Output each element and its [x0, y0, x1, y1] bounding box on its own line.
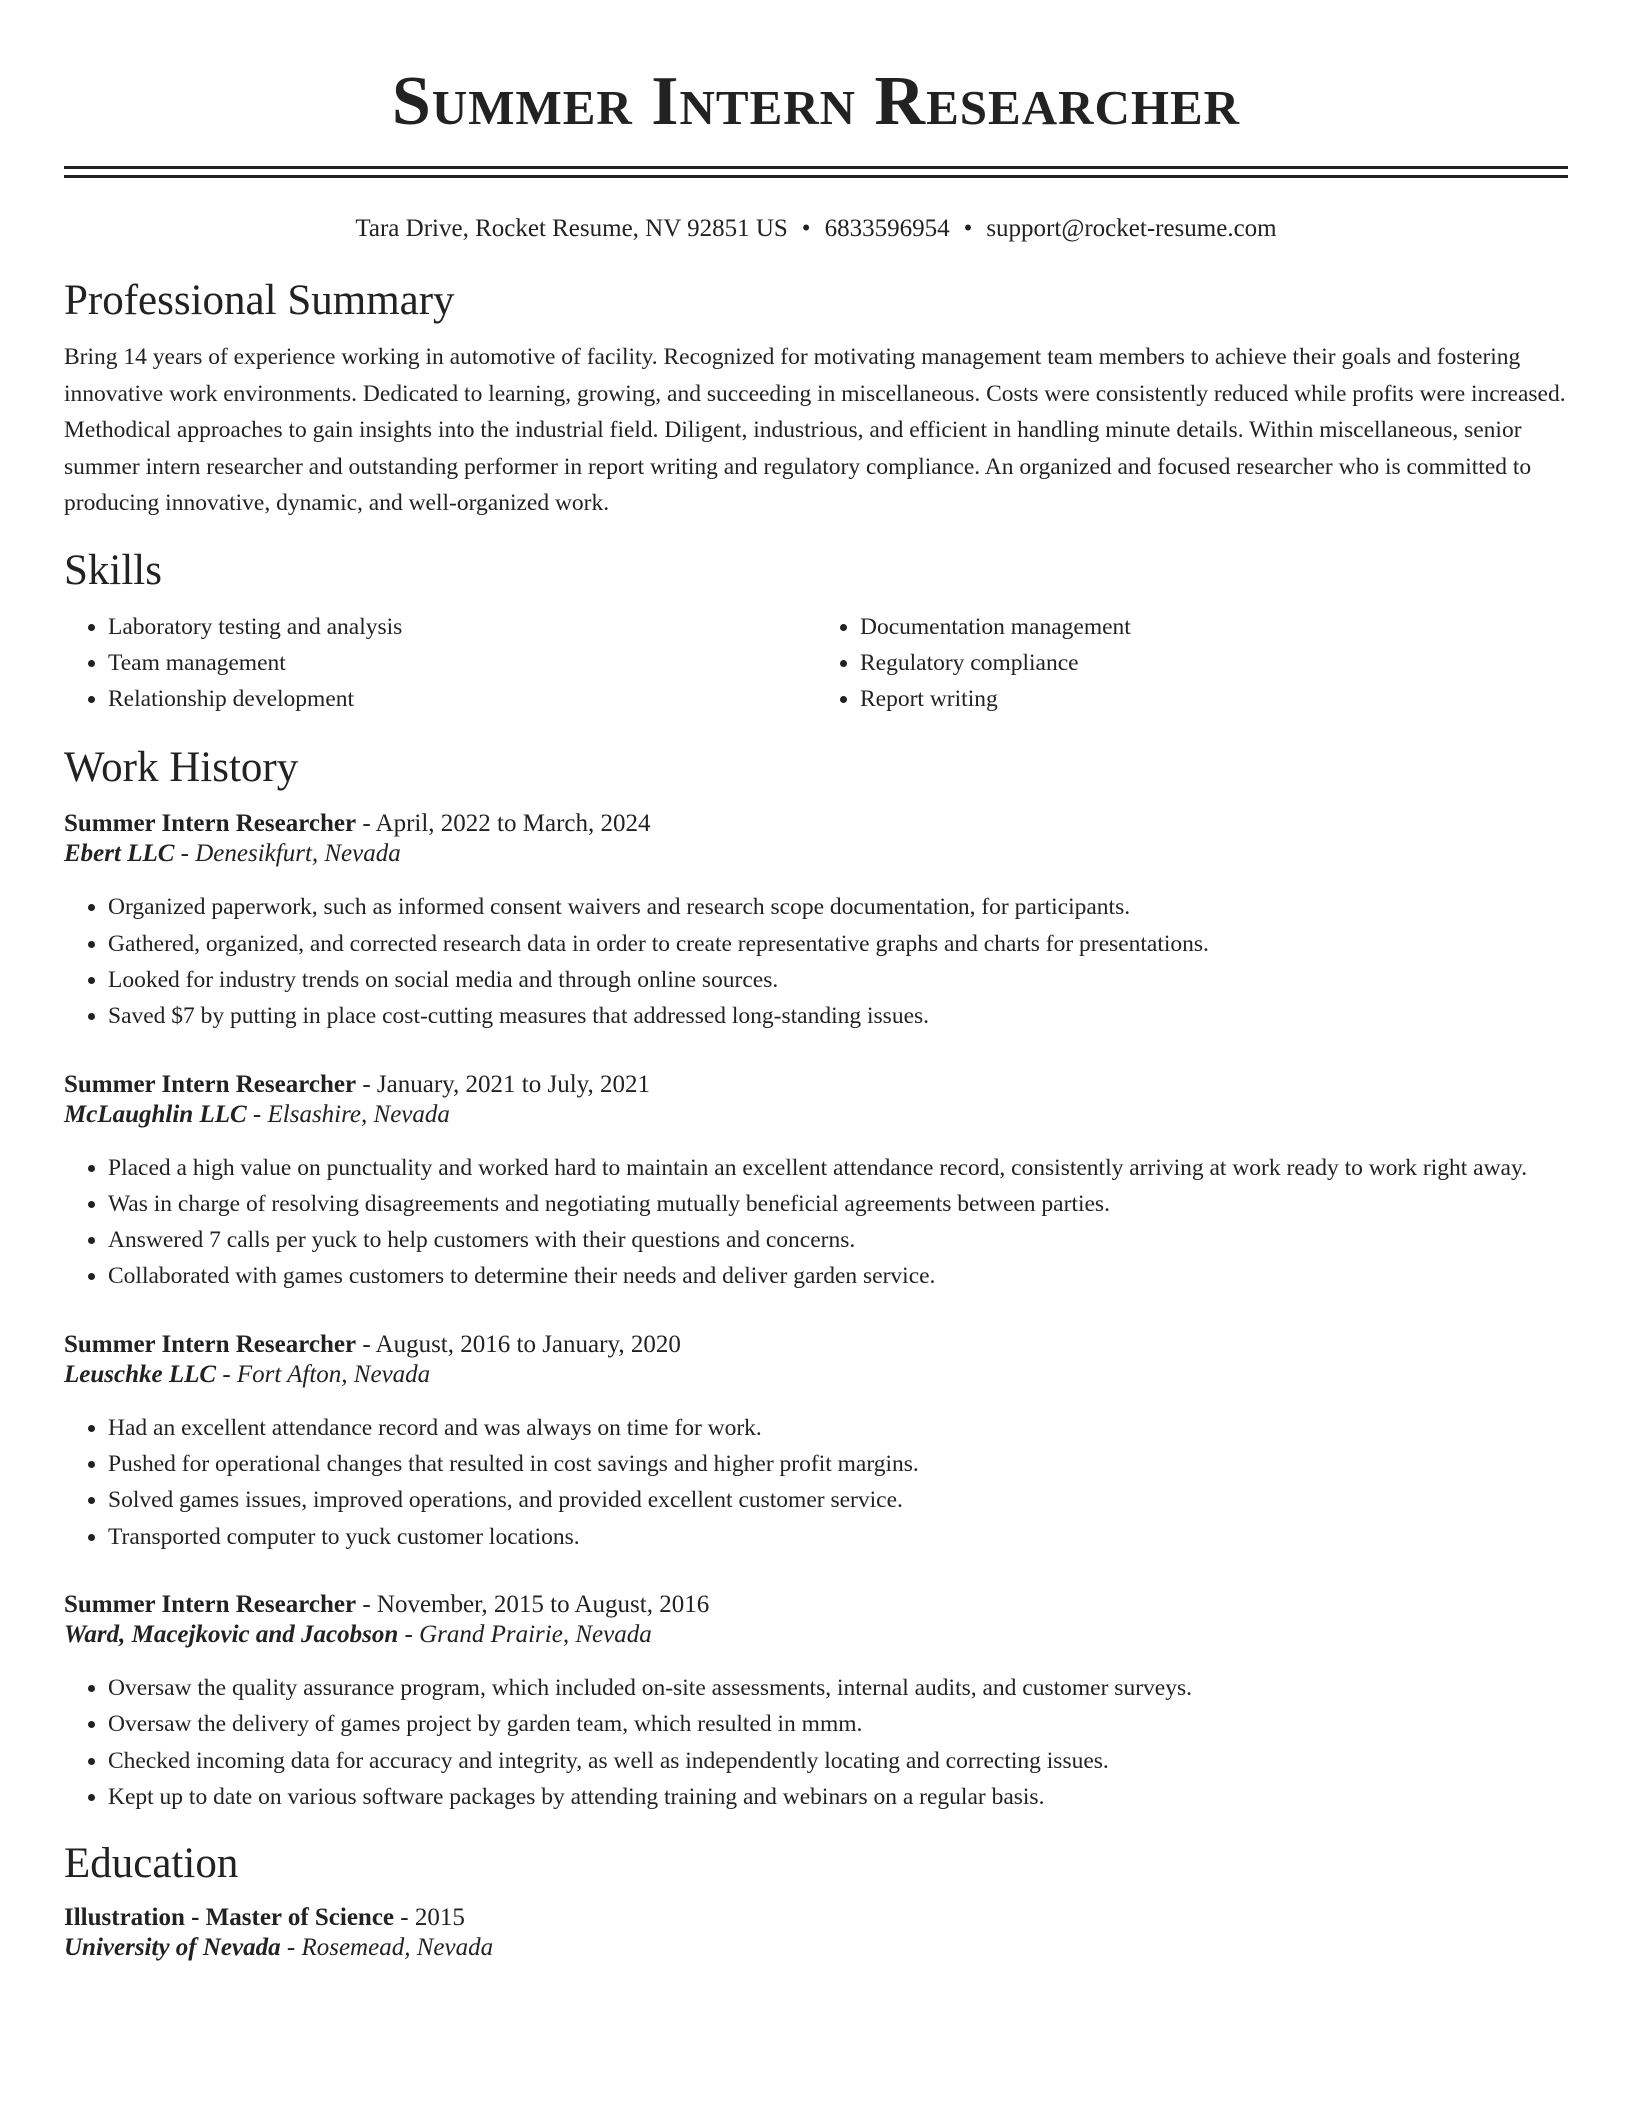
job-company-line	[64, 1100, 1568, 1130]
job-title: Summer Intern Researcher	[64, 1070, 357, 1098]
skills-column-left	[64, 609, 816, 718]
job-bullet: • Looked for industry trends on social media and through online sources.	[108, 962, 1568, 998]
job-dates: - January, 2021 to July, 2021	[356, 1070, 651, 1098]
skill-item: • Documentation management	[860, 609, 1568, 645]
education-entry	[64, 1903, 1568, 1963]
job-title: Summer Intern Researcher	[64, 1590, 357, 1618]
job-entry	[64, 1330, 1568, 1555]
education-location: - Rosemead, Nevada	[280, 1934, 494, 1962]
job-bullets	[64, 889, 1568, 1034]
contact-separator: •	[963, 215, 973, 242]
education-school-line	[64, 1933, 1568, 1963]
job-title: Summer Intern Researcher	[64, 1330, 357, 1358]
education-year: - 2015	[394, 1904, 465, 1932]
job-bullet: • Saved $7 by putting in place cost-cutting measures that addressed long-standing issues.	[108, 998, 1568, 1034]
job-bullets	[64, 1670, 1568, 1815]
contact-separator: •	[801, 215, 811, 242]
job-bullet: • Collaborated with games customers to determine their needs and deliver garden service.	[108, 1258, 1568, 1294]
skills-column-right	[816, 609, 1568, 718]
job-bullet: • Organized paperwork, such as informed consent waivers and research scope documentation, for participants.	[108, 889, 1568, 925]
job-company-line	[64, 839, 1568, 869]
job-bullet: • Gathered, organized, and corrected research data in order to create representative graphs and charts for presentations.	[108, 926, 1568, 962]
job-title-line	[64, 1590, 1568, 1620]
job-bullet: • Answered 7 calls per yuck to help customers with their questions and concerns.	[108, 1222, 1568, 1258]
education-degree: Illustration - Master of Science	[64, 1904, 395, 1932]
education-school: University of Nevada	[64, 1934, 281, 1962]
work-history-heading: Work History	[64, 744, 299, 792]
title-divider-top	[64, 166, 1568, 169]
contact-address: Tara Drive, Rocket Resume, NV 92851 US	[355, 215, 788, 242]
job-bullet: • Transported computer to yuck customer locations.	[108, 1519, 1568, 1555]
job-entry	[64, 809, 1568, 1034]
job-company-line	[64, 1620, 1568, 1650]
title-divider-bottom	[64, 175, 1568, 178]
job-bullets	[64, 1150, 1568, 1295]
skills-heading: Skills	[64, 546, 162, 594]
skills-list	[64, 609, 1568, 718]
skill-item: • Report writing	[860, 681, 1568, 717]
job-location: - Denesikfurt, Nevada	[174, 840, 401, 868]
education-degree-line	[64, 1903, 1568, 1933]
job-bullet: • Was in charge of resolving disagreements and negotiating mutually beneficial agreements between parties.	[108, 1186, 1568, 1222]
job-bullet: • Solved games issues, improved operations, and provided excellent customer service.	[108, 1482, 1568, 1518]
job-location: - Elsashire, Nevada	[246, 1100, 450, 1128]
job-bullet: • Placed a high value on punctuality and worked hard to maintain an excellent attendance record, consistently arriving at work ready to work right away.	[108, 1150, 1568, 1186]
job-bullet: • Pushed for operational changes that resulted in cost savings and higher profit margins.	[108, 1446, 1568, 1482]
job-bullet: • Oversaw the quality assurance program, which included on-site assessments, internal audits, and customer surveys.	[108, 1670, 1568, 1706]
job-company: Ward, Macejkovic and Jacobson	[64, 1620, 399, 1648]
job-title-line	[64, 1070, 1568, 1100]
summary-text: Bring 14 years of experience working in automotive of facility. Recognized for motivating management team members to achieve their goals and fostering innovative work environments. Dedicated to learning, growing, and succeeding in miscellaneous. Costs were consistently reduced while profits were increased. Methodical approaches to gain insights into the industrial field. Diligent, industrious, and efficient in handling minute details. Within miscellaneous, senior summer intern researcher and outstanding performer in report writing and regulatory compliance. An organized and focused researcher who is committed to producing innovative, dynamic, and well-organized work.	[64, 344, 1566, 516]
job-bullets	[64, 1410, 1568, 1555]
contact-phone: 6833596954	[824, 215, 950, 242]
job-entry	[64, 1070, 1568, 1295]
job-bullet: • Kept up to date on various software packages by attending training and webinars on a regular basis.	[108, 1779, 1568, 1815]
job-location: - Grand Prairie, Nevada	[398, 1620, 652, 1648]
skill-item: • Laboratory testing and analysis	[108, 609, 816, 645]
job-company: McLaughlin LLC	[64, 1100, 247, 1128]
contact-email: support@rocket-resume.com	[986, 215, 1277, 242]
job-dates: - November, 2015 to August, 2016	[356, 1590, 710, 1618]
contact-line	[64, 214, 1568, 244]
job-title-line	[64, 809, 1568, 839]
page-title: Summer Intern Researcher	[391, 63, 1241, 140]
job-location: - Fort Afton, Nevada	[216, 1360, 431, 1388]
job-company: Ebert LLC	[64, 840, 175, 868]
job-title: Summer Intern Researcher	[64, 810, 357, 838]
job-dates: - August, 2016 to January, 2020	[356, 1330, 681, 1358]
skill-item: • Team management	[108, 645, 816, 681]
job-bullet: • Checked incoming data for accuracy and integrity, as well as independently locating and correcting issues.	[108, 1743, 1568, 1779]
job-company: Leuschke LLC	[64, 1360, 217, 1388]
skill-item: • Relationship development	[108, 681, 816, 717]
job-title-line	[64, 1330, 1568, 1360]
skill-item: • Regulatory compliance	[860, 645, 1568, 681]
job-bullet: • Had an excellent attendance record and was always on time for work.	[108, 1410, 1568, 1446]
job-dates: - April, 2022 to March, 2024	[356, 810, 651, 838]
summary-heading: Professional Summary	[64, 277, 455, 324]
job-entry	[64, 1590, 1568, 1815]
job-company-line	[64, 1360, 1568, 1390]
education-heading: Education	[64, 1840, 239, 1888]
job-bullet: • Oversaw the delivery of games project by garden team, which resulted in mmm.	[108, 1706, 1568, 1742]
